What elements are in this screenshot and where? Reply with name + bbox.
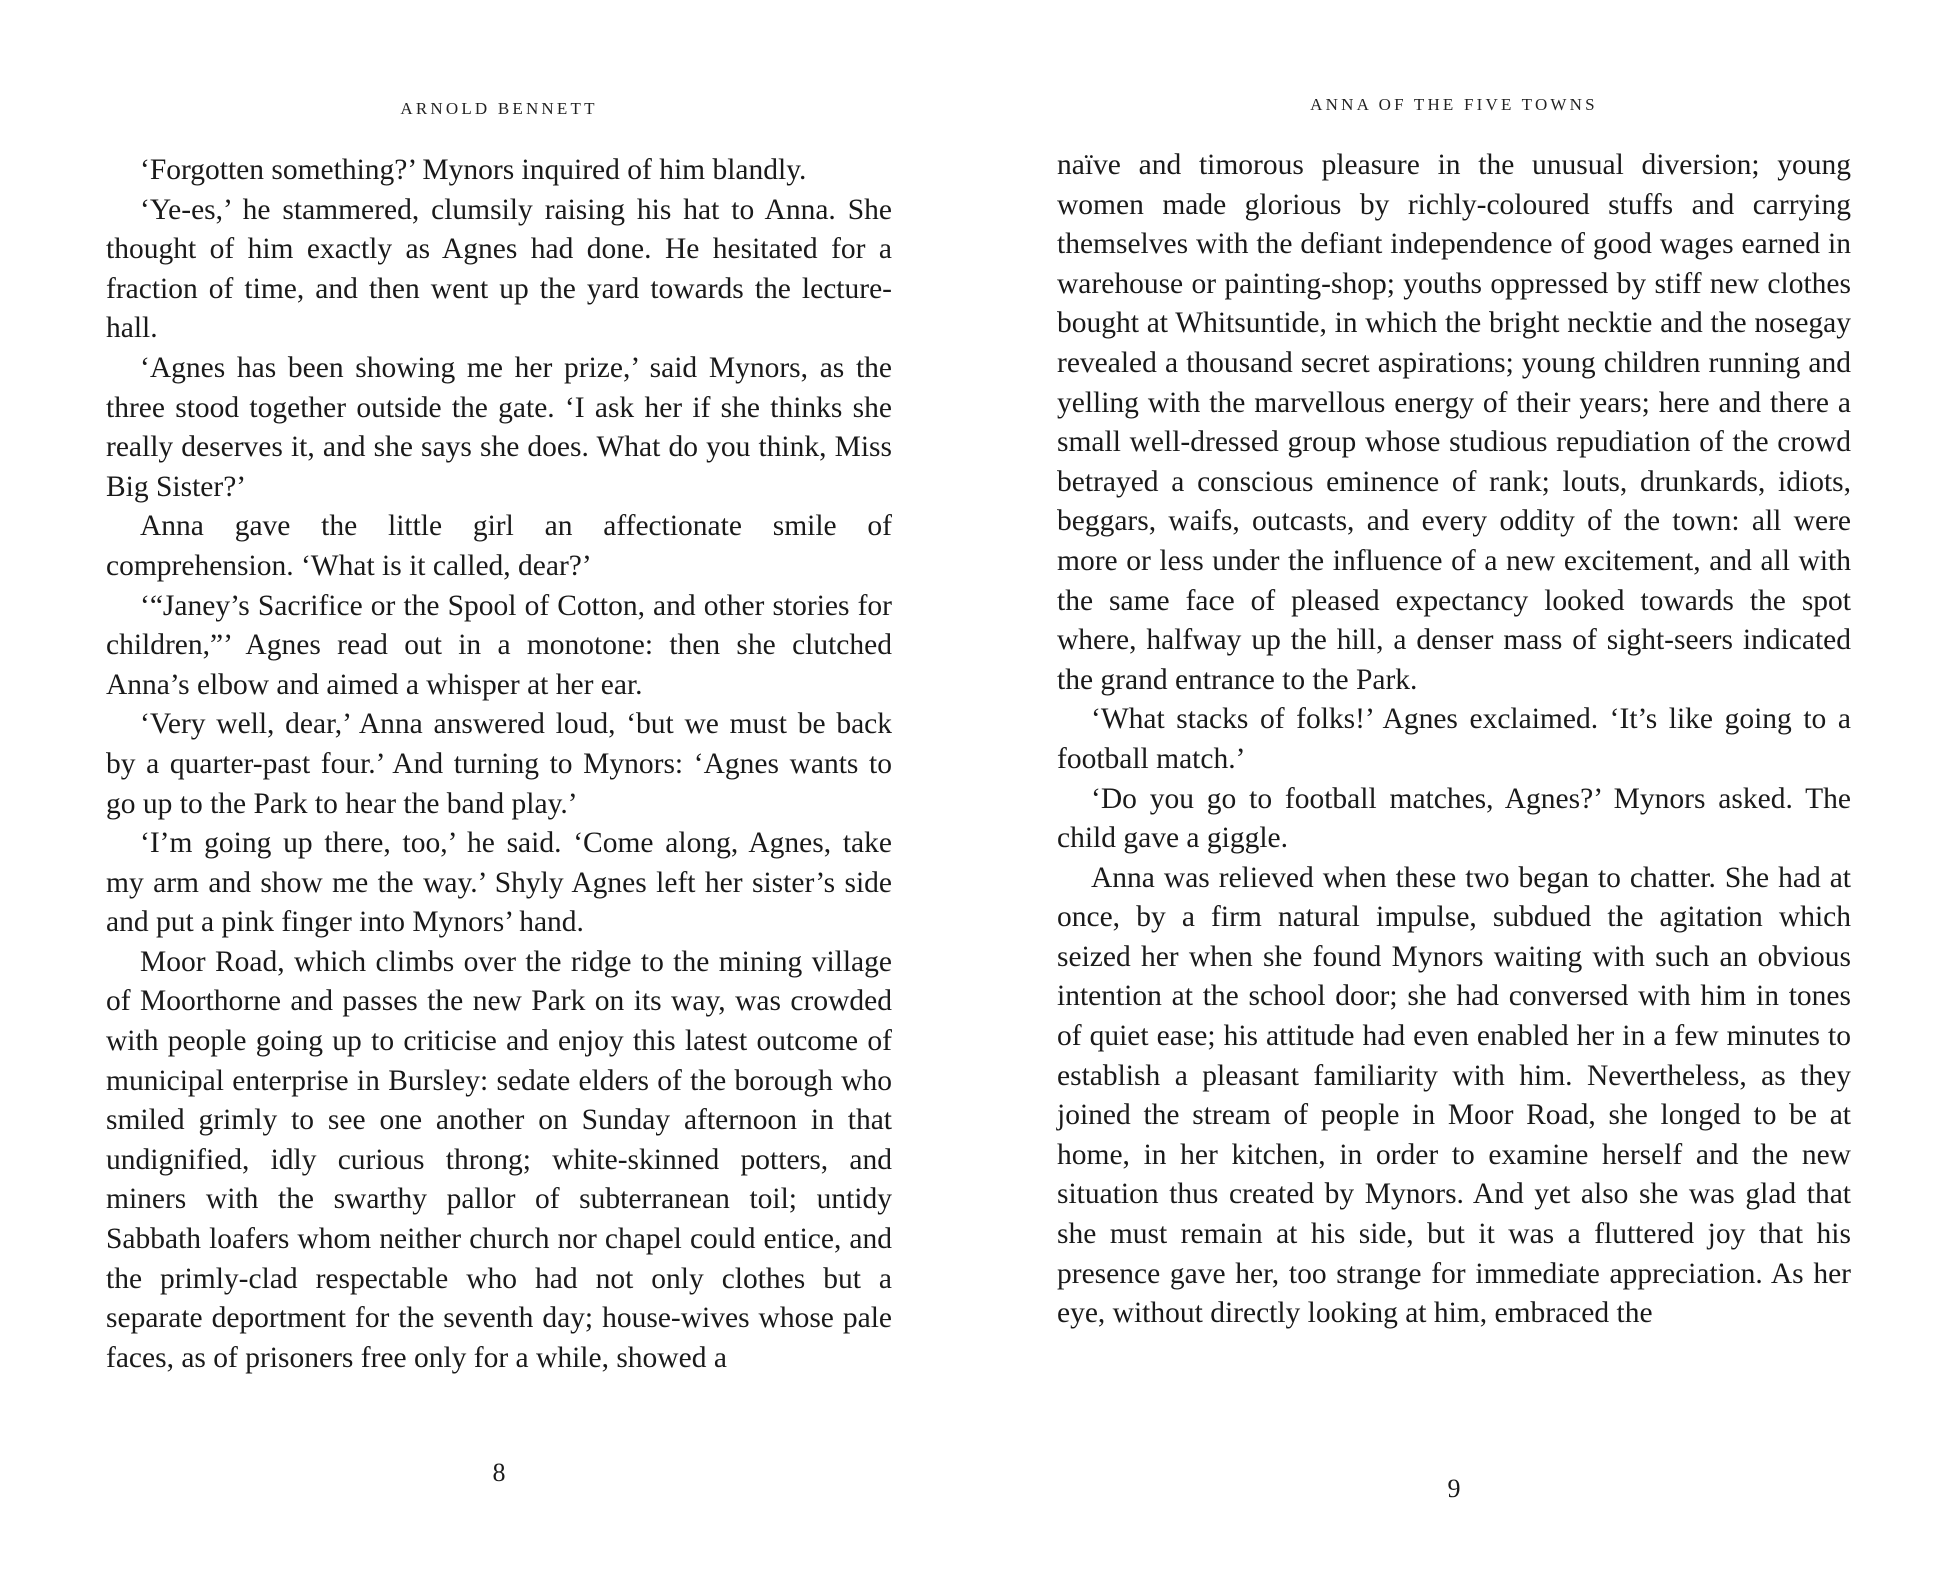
- paragraph: ‘What stacks of folks!’ Agnes exclaimed. ‘It’s like going to a football match.’: [1057, 703, 1851, 775]
- paragraph: ‘Agnes has been showing me her prize,’ said Mynors, as the three stood together outside the gate. ‘I ask her if she thinks she really deserves it, and she says she does. What do you think, Miss Big Sister?’: [106, 351, 892, 503]
- paragraph: Moor Road, which climbs over the ridge to the mining village of Moorthorne and passes the new Park on its way, was crowded with people going up to criticise and enjoy this latest outcome of municipal enterprise in Bursley: sedate elders of the borough who smiled grimly to see one another on Sunday afternoon in that undignified, idly curious throng; white-skinned potters, and miners with the swarthy pallor of subterranean toil; untidy Sabbath loafers whom neither church nor chapel could entice, and the primly-clad respectable who had not only clothes but a separate deportment for the seventh day; house-wives whose pale faces, as of prisoners free only for a while, showed a: [106, 945, 892, 1374]
- running-head-author: ARNOLD BENNETT: [400, 99, 598, 118]
- left-page-body: [106, 151, 892, 1378]
- paragraph: ‘Forgotten something?’ Mynors inquired of him blandly.: [140, 154, 807, 186]
- right-page-body: [1057, 146, 1851, 1334]
- right-page: [1057, 0, 1851, 1581]
- running-head-title: ANNA OF THE FIVE TOWNS: [1310, 95, 1598, 114]
- paragraph: ‘“Janey’s Sacrifice or the Spool of Cotton, and other stories for children,”’ Agnes read out in a monotone: then she clutched Anna’s elbow and aimed a whisper at her ear.: [106, 589, 892, 701]
- paragraph: Anna gave the little girl an affectionate smile of comprehension. ‘What is it called, dear?’: [106, 510, 892, 582]
- paragraph: ‘Ye-es,’ he stammered, clumsily raising his hat to Anna. She thought of him exactly as Agnes had done. He hesitated for a fraction of time, and then went up the yard towards the lecture-hall.: [106, 193, 892, 345]
- continued-paragraph: naïve and timorous pleasure in the unusual diversion; young women made glorious by richly-coloured stuffs and carrying themselves with the defiant independence of good wages earned in warehouse or painting-shop; youths oppressed by stiff new clothes bought at Whitsuntide, in which the bright necktie and the nosegay revealed a thousand secret aspirations; young children running and yelling with the marvellous energy of their years; here and there a small well-dressed group whose studious repudiation of the crowd betrayed a conscious eminence of rank; louts, drunkards, idiots, beggars, waifs, outcasts, and every oddity of the town: all were more or less under the influence of a new excitement, and all with the same face of pleased expectancy looked towards the spot where, halfway up the hill, a denser mass of sight-seers indicated the grand entrance to the Park.: [1057, 149, 1851, 696]
- paragraph: ‘I’m going up there, too,’ he said. ‘Come along, Agnes, take my arm and show me the way.’ Shyly Agnes left her sister’s side and put a pink finger into Mynors’ hand.: [106, 827, 892, 939]
- paragraph: ‘Do you go to football matches, Agnes?’ Mynors asked. The child gave a giggle.: [1057, 782, 1851, 855]
- left-page: [106, 0, 892, 1581]
- paragraph: ‘Very well, dear,’ Anna answered loud, ‘but we must be back by a quarter-past four.’ And turning to Mynors: ‘Agnes wants to go up to the Park to hear the band play.’: [106, 708, 892, 820]
- page-number: 9: [1447, 1474, 1461, 1503]
- paragraph: Anna was relieved when these two began to chatter. She had at once, by a firm natural impulse, subdued the agitation which seized her when she found Mynors waiting with such an obvious intention at the school door; she had conversed with him in tones of quiet ease; his attitude had even enabled her in a few minutes to establish a pleasant familiarity with him. Nevertheless, as they joined the stream of people in Moor Road, she longed to be at home, in her kitchen, in order to examine herself and the new situation thus created by Mynors. And yet also she was glad that she must remain at his side, but it was a fluttered joy that his presence gave her, too strange for immediate appreciation. As her eye, without directly looking at him, embraced the: [1057, 861, 1851, 1330]
- page-number: 8: [492, 1458, 506, 1487]
